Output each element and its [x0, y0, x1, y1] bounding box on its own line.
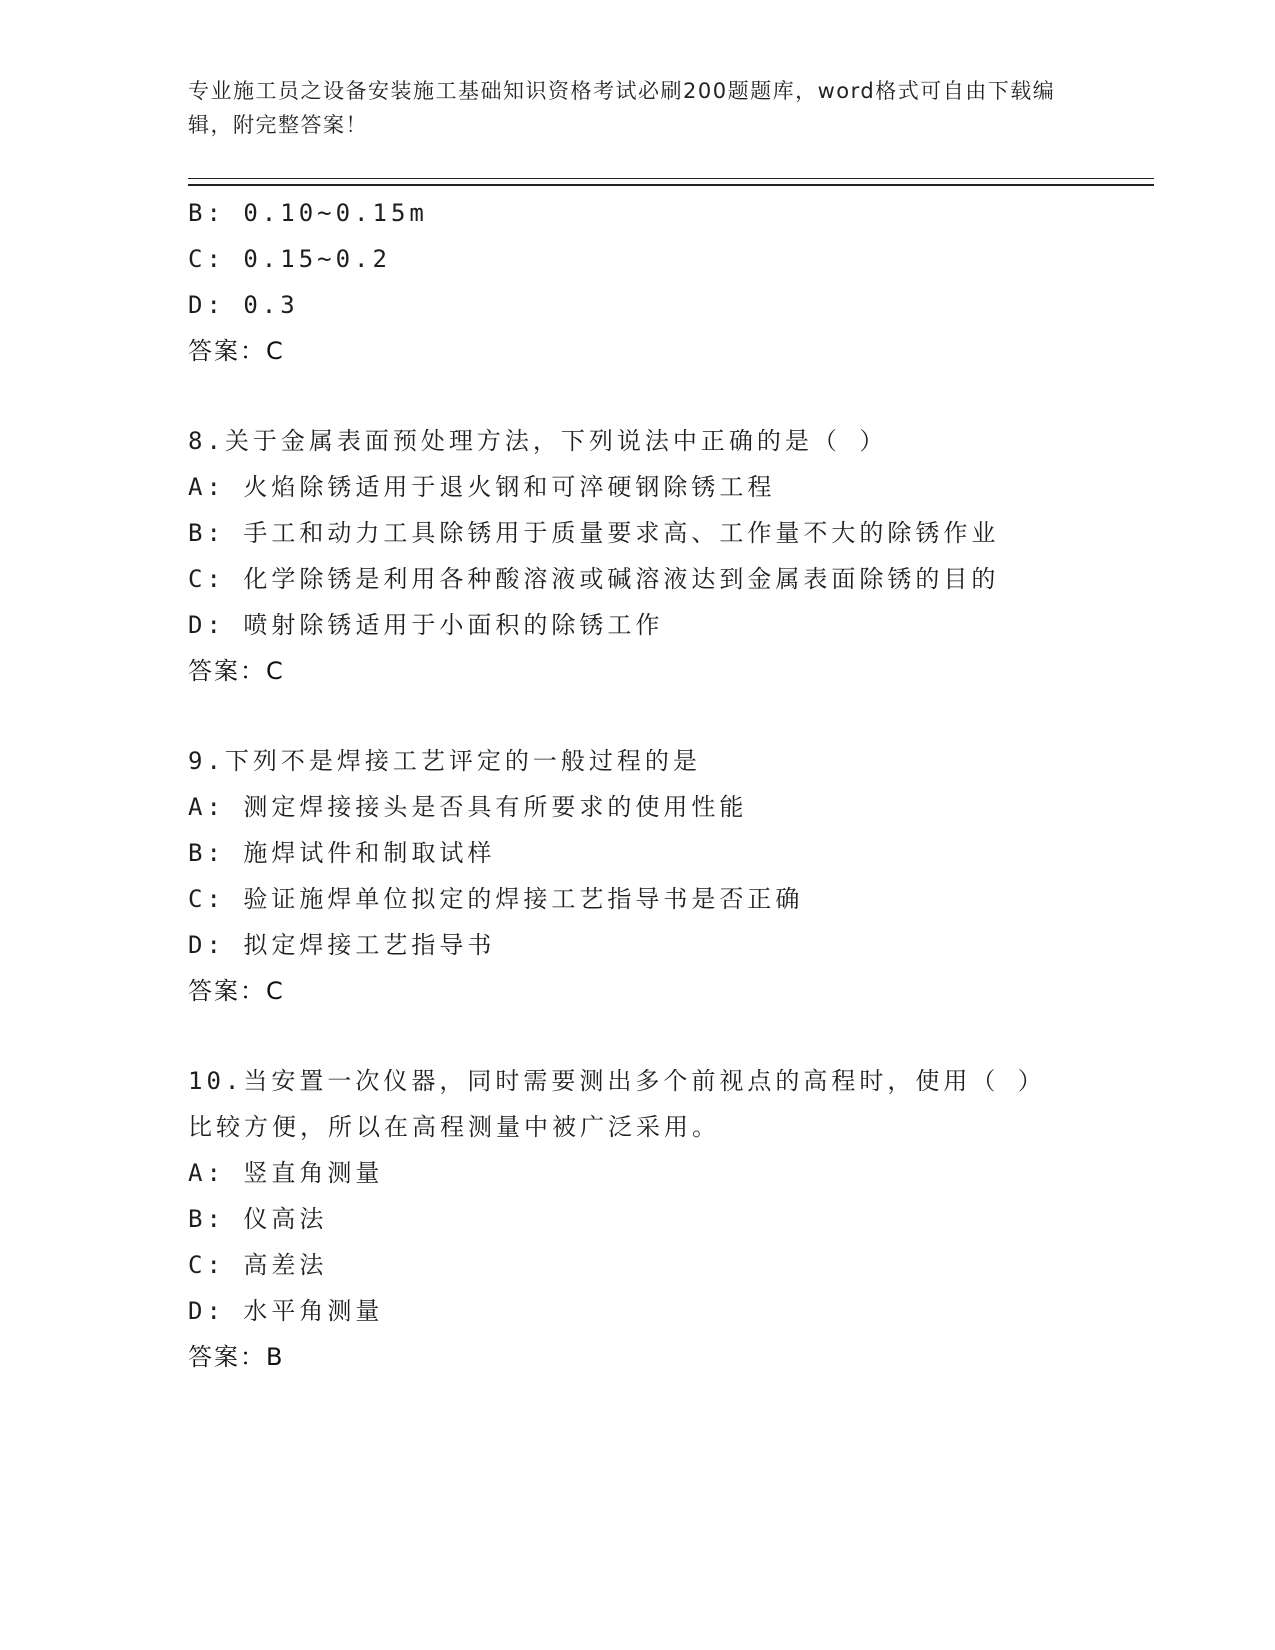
option-a: A: 竖直角测量 [188, 1159, 384, 1187]
question-stem: 9.下列不是焊接工艺评定的一般过程的是 [188, 747, 701, 775]
option-c: C: 验证施焊单位拟定的焊接工艺指导书是否正确 [188, 885, 804, 913]
answer-label: 答案：C [188, 337, 285, 365]
option-d: D: 拟定焊接工艺指导书 [188, 931, 496, 959]
question-stem-line-2: 比较方便，所以在高程测量中被广泛采用。 [188, 1113, 720, 1141]
question-stem: 8.关于金属表面预处理方法，下列说法中正确的是（ ） [188, 427, 888, 455]
header-divider [188, 178, 1154, 186]
option-d: D: 0.3 [188, 291, 299, 319]
answer-label: 答案：C [188, 977, 285, 1005]
option-b: B: 0.10~0.15m [188, 199, 428, 227]
option-a: A: 火焰除锈适用于退火钢和可淬硬钢除锈工程 [188, 473, 776, 501]
question-7-continued [188, 190, 1088, 374]
option-b: B: 手工和动力工具除锈用于质量要求高、工作量不大的除锈作业 [188, 519, 1000, 547]
option-b: B: 施焊试件和制取试样 [188, 839, 496, 867]
option-c: C: 化学除锈是利用各种酸溶液或碱溶液达到金属表面除锈的目的 [188, 565, 1000, 593]
question-list [188, 190, 1088, 1380]
question-8 [188, 418, 1088, 694]
option-b: B: 仪高法 [188, 1205, 328, 1233]
option-d: D: 喷射除锈适用于小面积的除锈工作 [188, 611, 664, 639]
option-a: A: 测定焊接接头是否具有所要求的使用性能 [188, 793, 748, 821]
answer-label: 答案：B [188, 1343, 285, 1371]
question-9 [188, 738, 1088, 1014]
question-10 [188, 1058, 1088, 1380]
page-header-title: 专业施工员之设备安装施工基础知识资格考试必刷200题题库，word格式可自由下载编辑，附完整答案！ [188, 79, 1056, 137]
question-stem-line-1: 10.当安置一次仪器，同时需要测出多个前视点的高程时，使用（ ） [188, 1067, 1046, 1095]
option-c: C: 高差法 [188, 1251, 328, 1279]
option-d: D: 水平角测量 [188, 1297, 384, 1325]
answer-label: 答案：C [188, 657, 285, 685]
option-c: C: 0.15~0.2 [188, 245, 391, 273]
